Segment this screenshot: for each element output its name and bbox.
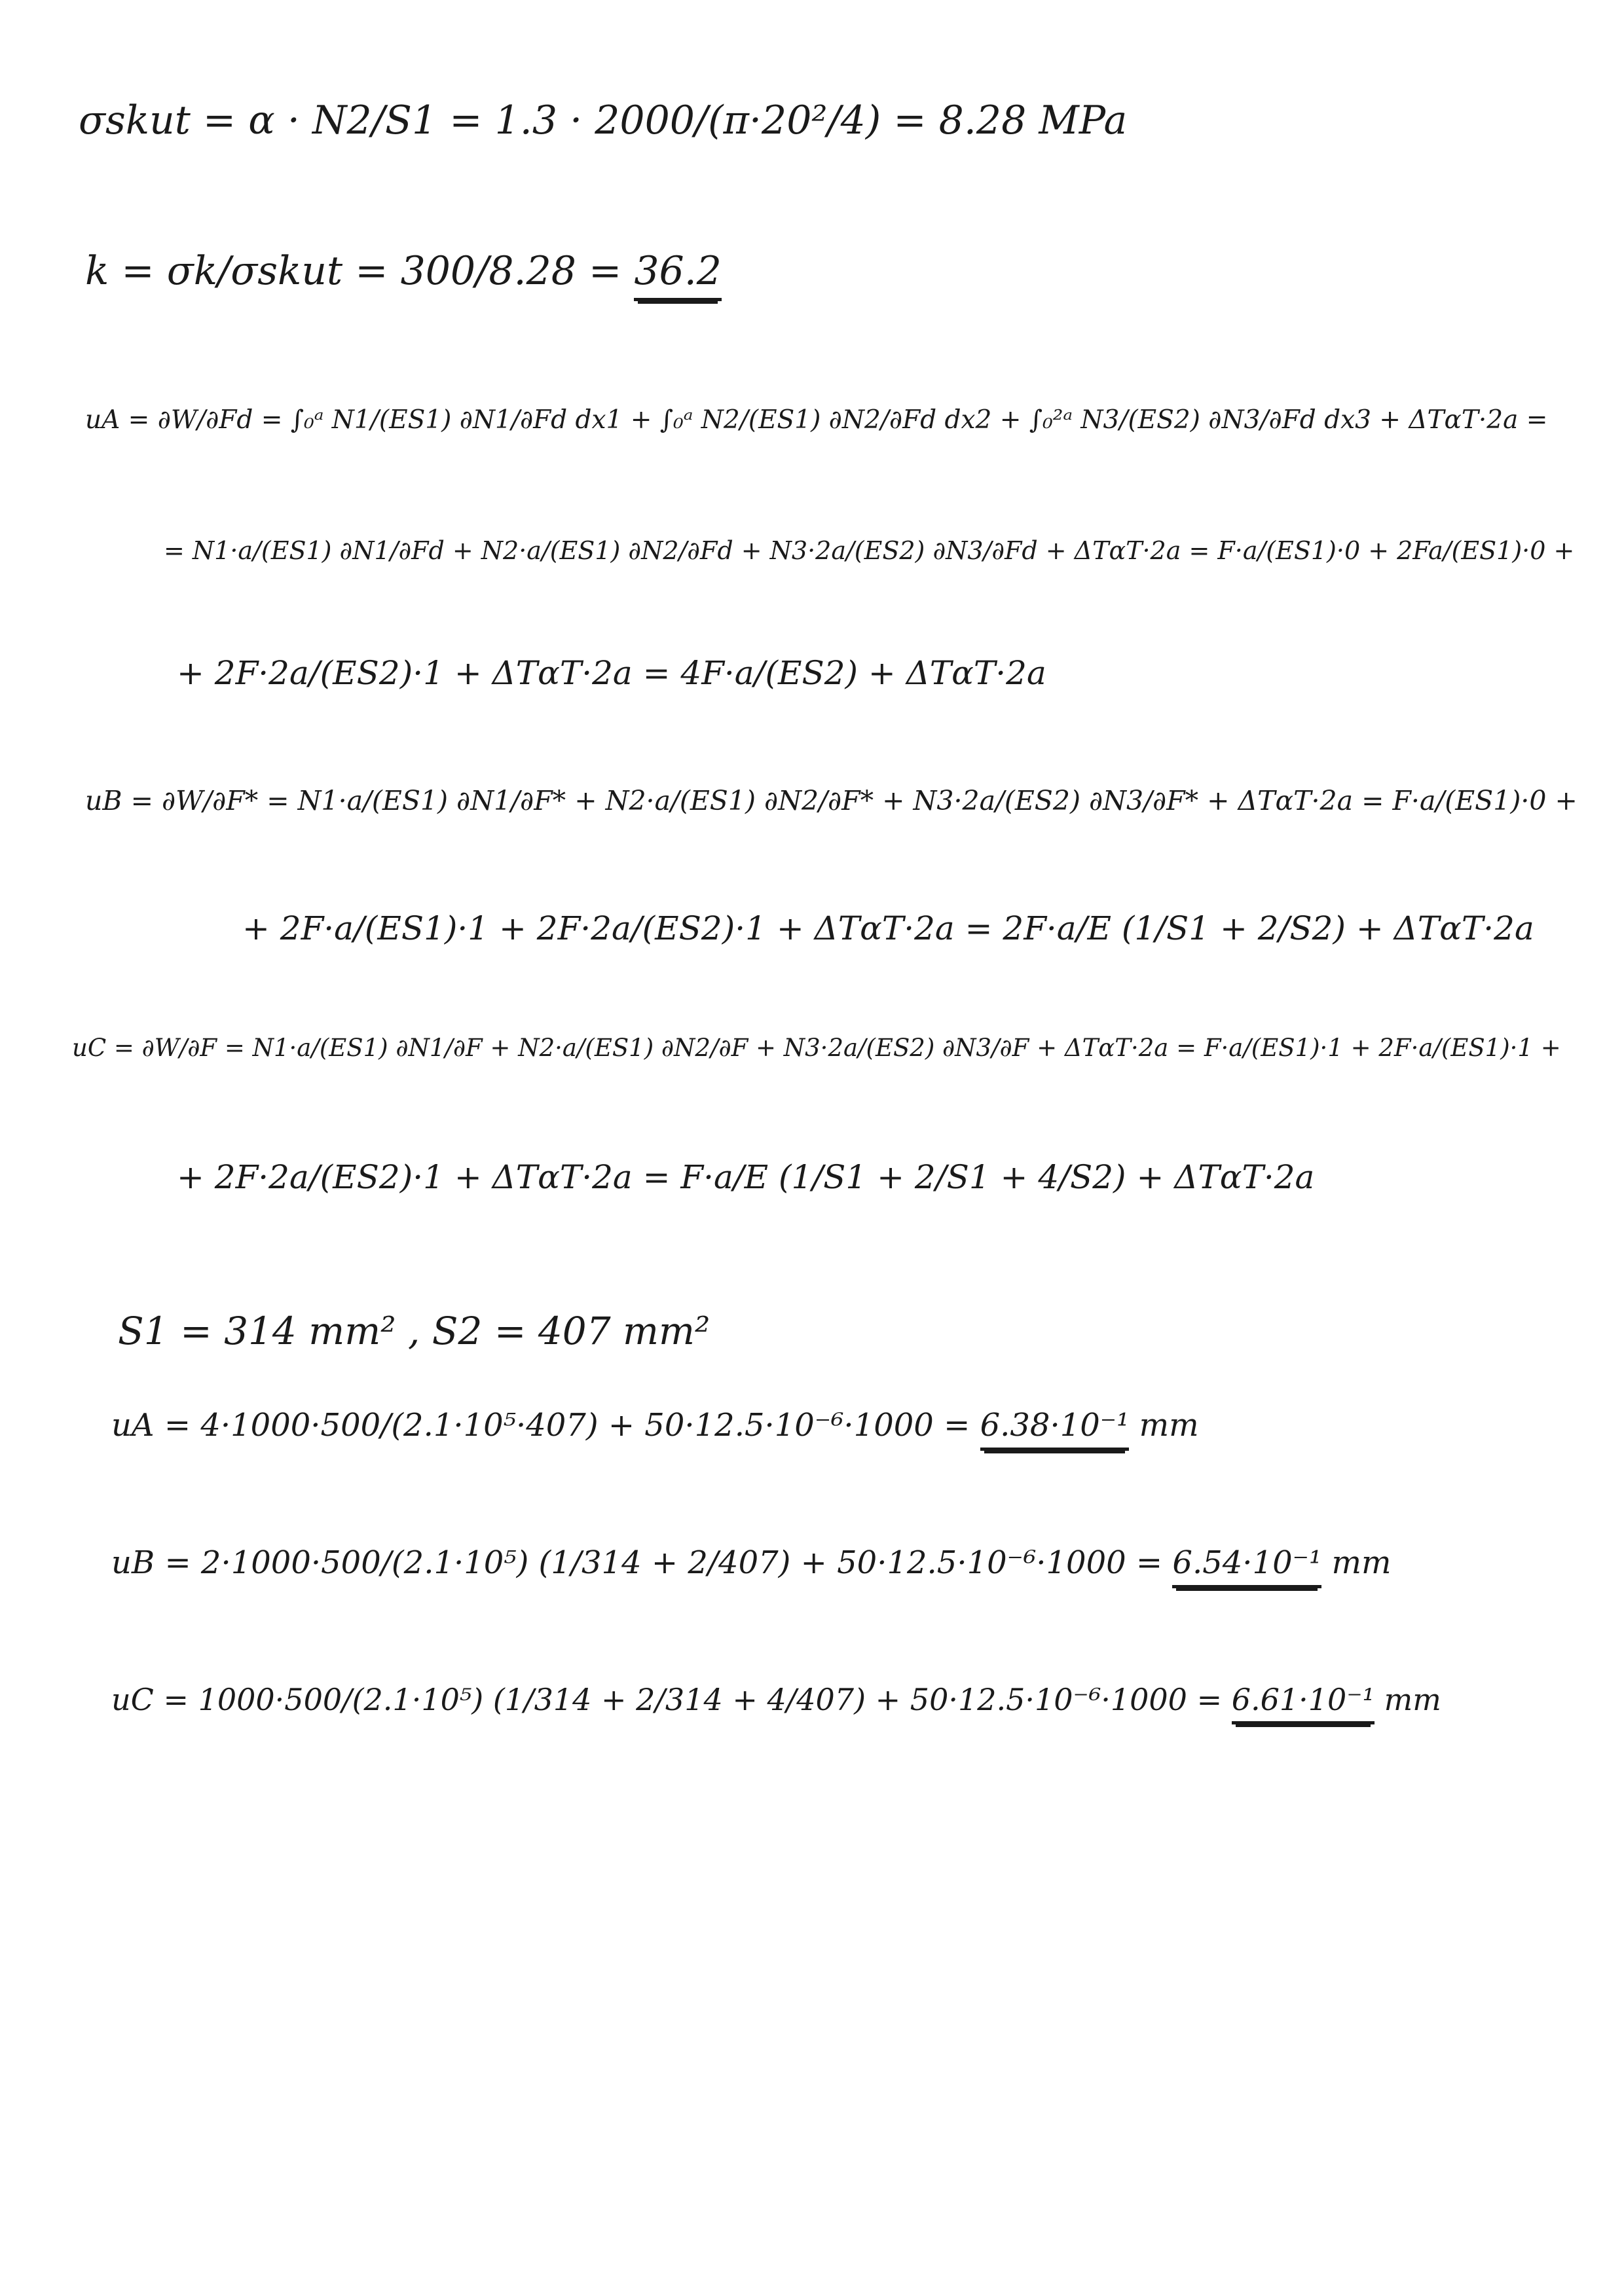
equation-unit: mm bbox=[1321, 1544, 1392, 1581]
equation-k bbox=[85, 249, 722, 301]
equation-text: + 2F·a/(ES1)·1 + 2F·2a/(ES2)·1 + ΔTαT·2a = 2F·a/E (1/S1 + 2/S2) + ΔTαT·2a bbox=[242, 909, 1534, 947]
equation-text: + 2F·2a/(ES2)·1 + ΔTαT·2a = F·a/E (1/S1 + 2/S1 + 4/S2) + ΔTαT·2a bbox=[177, 1158, 1315, 1196]
equation-unit: mm bbox=[1129, 1407, 1199, 1444]
section-areas bbox=[118, 1309, 710, 1353]
equation-text: uA = ∂W/∂Fd = ∫₀ᵃ N1/(ES1) ∂N1/∂Fd dx1 + ∫₀ᵃ N2/(ES1) ∂N2/∂Fd dx2 + ∫₀²ᵃ N3/(ES2) ∂N3/∂Fd dx3 + ΔTαT·2a = bbox=[85, 405, 1548, 435]
equation-result: 6.38·10⁻¹ bbox=[980, 1408, 1130, 1451]
equation-text: S1 = 314 mm² , S2 = 407 mm² bbox=[118, 1309, 710, 1353]
equation-uB-2 bbox=[242, 910, 1534, 948]
equation-result: 6.61·10⁻¹ bbox=[1232, 1683, 1375, 1724]
result-uC bbox=[111, 1683, 1441, 1724]
equation-text: uA = 4·1000·500/(2.1·10⁵·407) + 50·12.5·10⁻⁶·1000 = bbox=[111, 1407, 980, 1444]
equation-text: uB = ∂W/∂F* = N1·a/(ES1) ∂N1/∂F* + N2·a/(ES1) ∂N2/∂F* + N3·2a/(ES2) ∂N3/∂F* + ΔTαT·2a = F·a/(ES1)·0 + bbox=[85, 785, 1578, 816]
equation-text: uC = 1000·500/(2.1·10⁵) (1/314 + 2/314 + 4/407) + 50·12.5·10⁻⁶·1000 = bbox=[111, 1682, 1232, 1717]
equation-result: 36.2 bbox=[634, 249, 722, 301]
result-uA bbox=[111, 1408, 1199, 1451]
equation-text: + 2F·2a/(ES2)·1 + ΔTαT·2a = 4F·a/(ES2) + ΔTαT·2a bbox=[177, 654, 1046, 692]
equation-uC-2 bbox=[177, 1159, 1314, 1197]
equation-text: uB = 2·1000·500/(2.1·10⁵) (1/314 + 2/407) + 50·12.5·10⁻⁶·1000 = bbox=[111, 1544, 1173, 1581]
equation-sigma-skut bbox=[79, 98, 1127, 143]
equation-text: = N1·a/(ES1) ∂N1/∂Fd + N2·a/(ES1) ∂N2/∂Fd + N3·2a/(ES2) ∂N3/∂Fd + ΔTαT·2a = F·a/(ES1)·0 + 2Fa/(ES1)·0 + bbox=[164, 536, 1575, 565]
equation-uA-2 bbox=[164, 537, 1574, 566]
equation-uB-1 bbox=[85, 786, 1578, 816]
equation-unit: mm bbox=[1375, 1682, 1441, 1717]
result-uB bbox=[111, 1545, 1392, 1588]
equation-uC-1 bbox=[72, 1034, 1561, 1063]
equation-text: uC = ∂W/∂F = N1·a/(ES1) ∂N1/∂F + N2·a/(ES1) ∂N2/∂F + N3·2a/(ES2) ∂N3/∂F + ΔTαT·2a = F·a/(ES1)·1 + 2F·a/(ES1)·1 + bbox=[72, 1034, 1561, 1062]
equation-uA-1 bbox=[85, 406, 1547, 435]
equation-result: 6.54·10⁻¹ bbox=[1172, 1545, 1321, 1588]
equation-text: k = σk/σskut = 300/8.28 = bbox=[85, 248, 635, 294]
equation-text: σskut = α · N2/S1 = 1.3 · 2000/(π·20²/4) = 8.28 MPa bbox=[79, 98, 1128, 143]
equation-uA-3 bbox=[177, 655, 1046, 693]
